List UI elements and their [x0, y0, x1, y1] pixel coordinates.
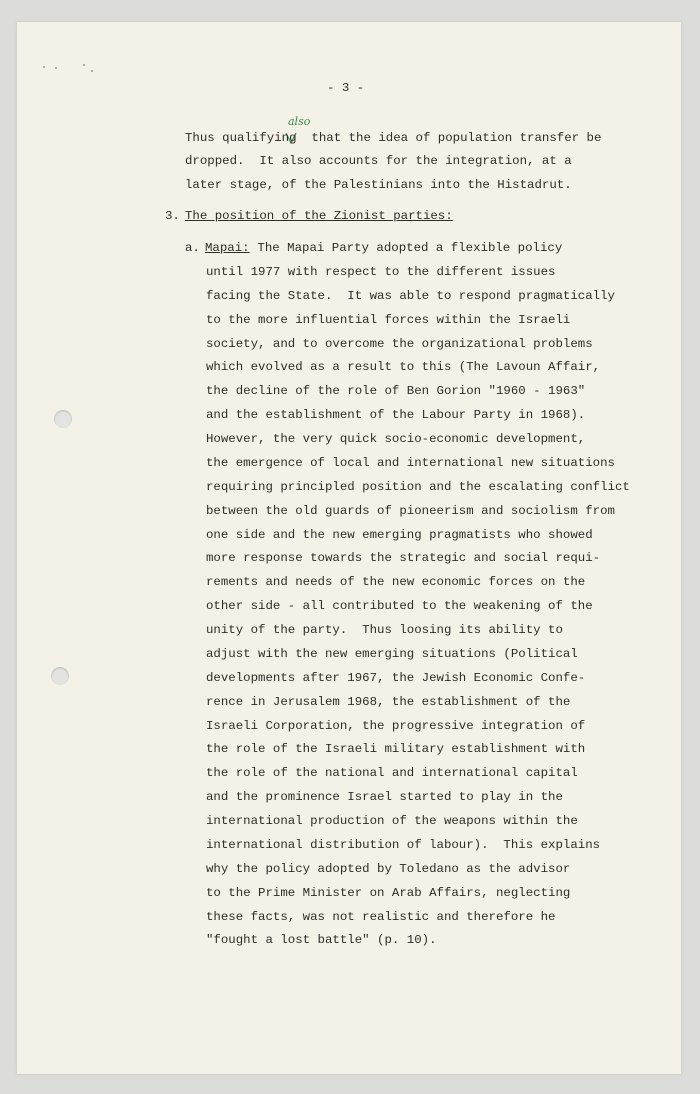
body-line: However, the very quick socio-economic development, [206, 432, 586, 446]
item-marker: a. [185, 241, 200, 255]
body-line: developments after 1967, the Jewish Economic Confe- [206, 671, 586, 685]
body-line: the role of the national and international capital [206, 766, 578, 780]
body-line: requiring principled position and the escalating conflict [206, 480, 630, 494]
body-line: why the policy adopted by Toledano as the advisor [206, 862, 571, 876]
intro-line: dropped. It also accounts for the integration, at a [185, 154, 572, 168]
section-heading: The position of the Zionist parties: [185, 209, 453, 223]
body-line: the decline of the role of Ben Gorion "1960 - 1963" [206, 384, 586, 398]
body-line: international distribution of labour). This explains [206, 838, 601, 852]
typed-text [17, 22, 681, 1074]
item-first-line: The Mapai Party adopted a flexible policy [250, 241, 563, 255]
body-line: adjust with the new emerging situations (Political [206, 647, 578, 661]
item-label: Mapai: [205, 241, 250, 255]
body-line: rence in Jerusalem 1968, the establishment of the [206, 695, 571, 709]
body-line: international production of the weapons within the [206, 814, 578, 828]
handwritten-insertion: also [288, 115, 311, 128]
body-line: these facts, was not realistic and therefore he [206, 910, 556, 924]
body-line: which evolved as a result to this (The Lavoun Affair, [206, 360, 601, 374]
body-line: between the old guards of pioneerism and sociolism from [206, 504, 615, 518]
body-line: and the prominence Israel started to play in the [206, 790, 563, 804]
body-line: to the Prime Minister on Arab Affairs, neglecting [206, 886, 571, 900]
body-line: "fought a lost battle" (p. 10). [206, 933, 437, 947]
body-line: more response towards the strategic and social requi- [206, 551, 601, 565]
body-line: other side - all contributed to the weakening of the [206, 599, 593, 613]
body-line: to the more influential forces within the Israeli [206, 313, 571, 327]
body-line: one side and the new emerging pragmatists who showed [206, 528, 593, 542]
body-line: society, and to overcome the organizational problems [206, 337, 593, 351]
body-line: the role of the Israeli military establishment with [206, 742, 586, 756]
section-number: 3. [165, 209, 180, 223]
body-line: unity of the party. Thus loosing its ability to [206, 623, 563, 637]
body-line: until 1977 with respect to the different issues [206, 265, 556, 279]
body-line: rements and needs of the new economic forces on the [206, 575, 586, 589]
body-line: the emergence of local and international new situations [206, 456, 615, 470]
body-line: facing the State. It was able to respond pragmatically [206, 289, 615, 303]
page-number: - 3 - [327, 81, 365, 95]
intro-line: later stage, of the Palestinians into the Histadrut. [185, 178, 572, 192]
body-line: and the establishment of the Labour Party in 1968). [206, 408, 586, 422]
body-line: Israeli Corporation, the progressive integration of [206, 719, 586, 733]
intro-line: Thus qualifying that the idea of population transfer be [185, 131, 602, 145]
document-page [17, 22, 681, 1074]
